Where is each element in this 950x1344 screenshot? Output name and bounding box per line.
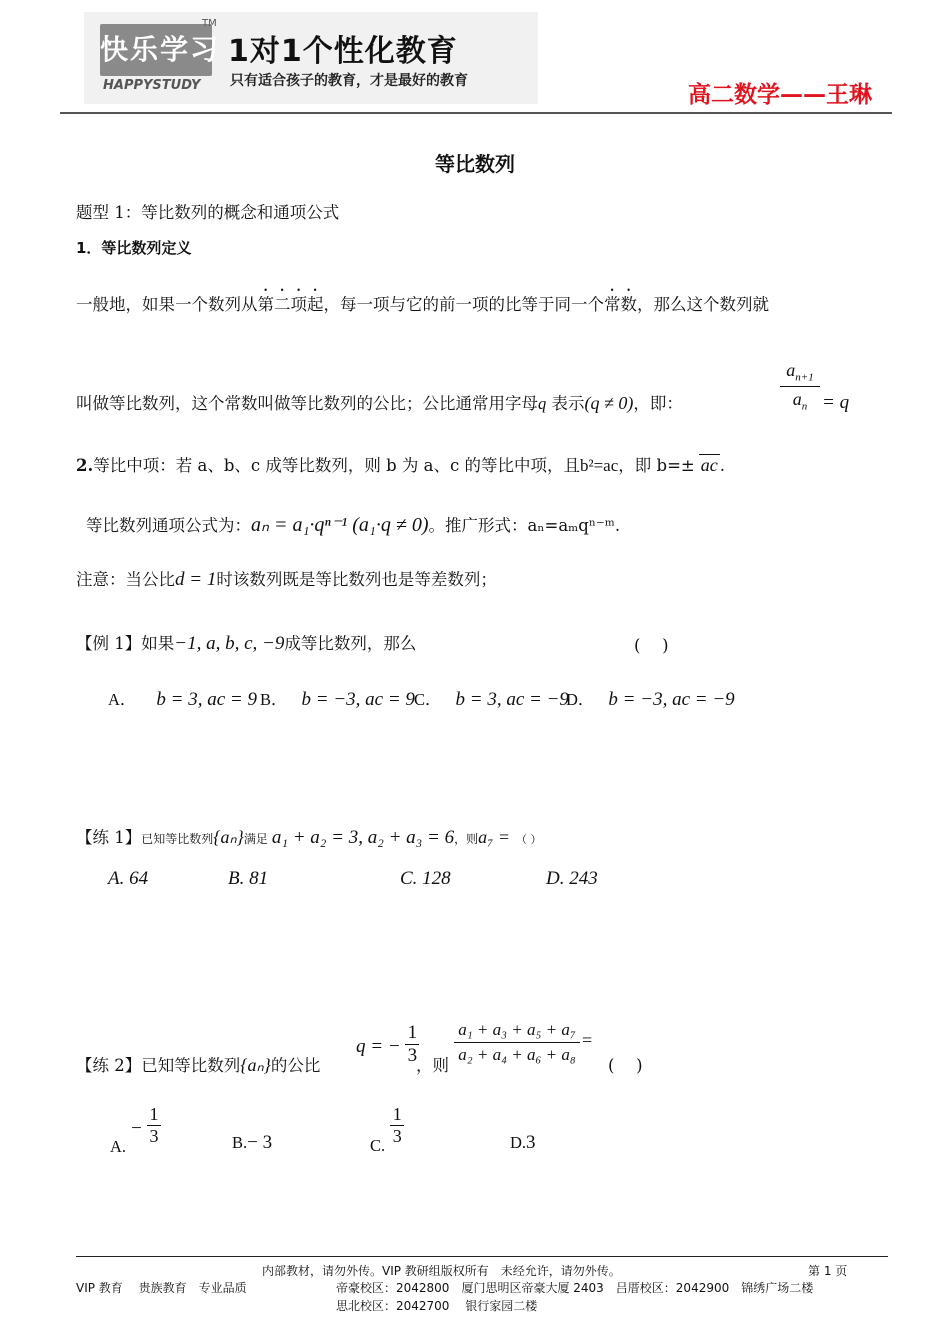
practice-2-option-c[interactable]: C. $\frac{1}{3}$ xyxy=(370,1104,404,1147)
brand-slogan: 只有适合孩子的教育，才是最好的教育 xyxy=(230,73,468,89)
practice-1-option-b[interactable]: B. 81 xyxy=(228,868,269,889)
general-formula-line: 等比数列通项公式为：aₙ = a₁·qⁿ⁻¹ (a₁·q ≠ 0)。推广形式：aₙ=aₘqⁿ⁻ᵐ. xyxy=(86,514,621,536)
page-title: 等比数列 xyxy=(435,152,515,176)
footer-page-number: 第 1 页 xyxy=(808,1264,848,1278)
ratio-numerator: $a_{n+1}$ xyxy=(780,360,820,387)
practice-1-option-c[interactable]: C. 128 xyxy=(400,868,451,889)
emphasis-constant: 常数 xyxy=(604,295,637,314)
note-line: 注意：当公比d = 1时该数列既是等比数列也是等差数列； xyxy=(76,569,497,590)
ratio-rhs: = q xyxy=(822,392,850,413)
ratio-denominator: $a_n$ xyxy=(792,388,808,413)
footer-brand: VIP 教育 贵族教育 专业品质 xyxy=(76,1281,247,1295)
practice-2-then: ，则 xyxy=(416,1056,449,1075)
practice-2-ratio: a₁ + a₃ + a₅ + a₇ a₂ + a₄ + a₆ + a₈ xyxy=(454,1020,580,1065)
geometric-mean-line: 2.等比中项：若 a、b、c 成等比数列，则 b 为 a、c 的等比中项，且b²=ac，即 b=± ac . xyxy=(76,455,725,475)
footer-campus-1: 帝豪校区：2042800 厦门思明区帝豪大厦 2403 吕厝校区：2042900 锦绣广场二楼 xyxy=(336,1281,814,1295)
subsection-definition: 1．等比数列定义 xyxy=(76,239,192,257)
practice-2-option-a[interactable]: A. − $\frac{1}{3}$ xyxy=(110,1104,161,1147)
practice-1-option-a[interactable]: A. 64 xyxy=(108,868,149,889)
example-1-option-a[interactable]: A． b = 3, ac = 9 xyxy=(108,689,257,710)
logo-english: HAPPYSTUDY xyxy=(103,78,201,93)
footer-copyright: 内部教材，请勿外传。VIP 教研组版权所有 未经允许，请勿外传。 xyxy=(262,1264,621,1278)
practice-2-option-d[interactable]: D.3 xyxy=(510,1132,536,1153)
example-1-answer-blank: ( ) xyxy=(634,636,669,655)
brand-title: 1对1个性化教育 xyxy=(228,34,458,69)
footer-campus-2: 思北校区：2042700 银行家园二楼 xyxy=(336,1299,538,1313)
practice-2-equals: = xyxy=(582,1030,593,1050)
ratio-fraction xyxy=(780,360,820,412)
practice-2-answer-blank: ( ) xyxy=(608,1056,643,1075)
practice-1-question: 【练 1】已知等比数列{aₙ}满足 a₁ + a₂ = 3, a₂ + a₃ = 6，则a₇ = （ ） xyxy=(76,827,542,848)
emphasis-second-term: 第二项起 xyxy=(257,295,324,314)
example-1-option-d[interactable]: D． b = −3, ac = −9 xyxy=(566,689,735,710)
example-1-option-b[interactable]: B． b = −3, ac = 9 xyxy=(260,689,415,710)
definition-line-1: 一般地，如果一个数列从第二项起，每一项与它的前一项的比等于同一个常数，那么这个数列就 xyxy=(76,295,769,314)
sqrt-ac: ac xyxy=(700,455,718,475)
practice-2-q-value: q = − $\frac{1}{3}$ xyxy=(356,1022,419,1067)
practice-2-option-b[interactable]: B.− 3 xyxy=(232,1132,273,1153)
practice-1-option-d[interactable]: D. 243 xyxy=(546,868,598,889)
definition-line-2: 叫做等比数列，这个常数叫做等比数列的公比；公比通常用字母q 表示(q ≠ 0)，即： xyxy=(76,393,683,413)
subject-author: 高二数学——王琳 xyxy=(688,82,872,108)
logo-icon: 快乐学习 xyxy=(100,24,212,76)
section-heading: 题型 1：等比数列的概念和通项公式 xyxy=(76,203,340,222)
example-1-question: 【例 1】如果−1, a, b, c, −9成等比数列，那么 xyxy=(76,633,417,654)
practice-2-question: 【练 2】已知等比数列{aₙ}的公比 xyxy=(76,1055,321,1075)
general-formula: aₙ = a₁·qⁿ⁻¹ (a₁·q ≠ 0) xyxy=(251,514,429,536)
header-rule xyxy=(60,112,892,114)
footer-rule xyxy=(76,1256,888,1257)
example-1-option-c[interactable]: C． b = 3, ac = −9 xyxy=(414,689,569,710)
logo-trademark: TM xyxy=(202,18,217,29)
